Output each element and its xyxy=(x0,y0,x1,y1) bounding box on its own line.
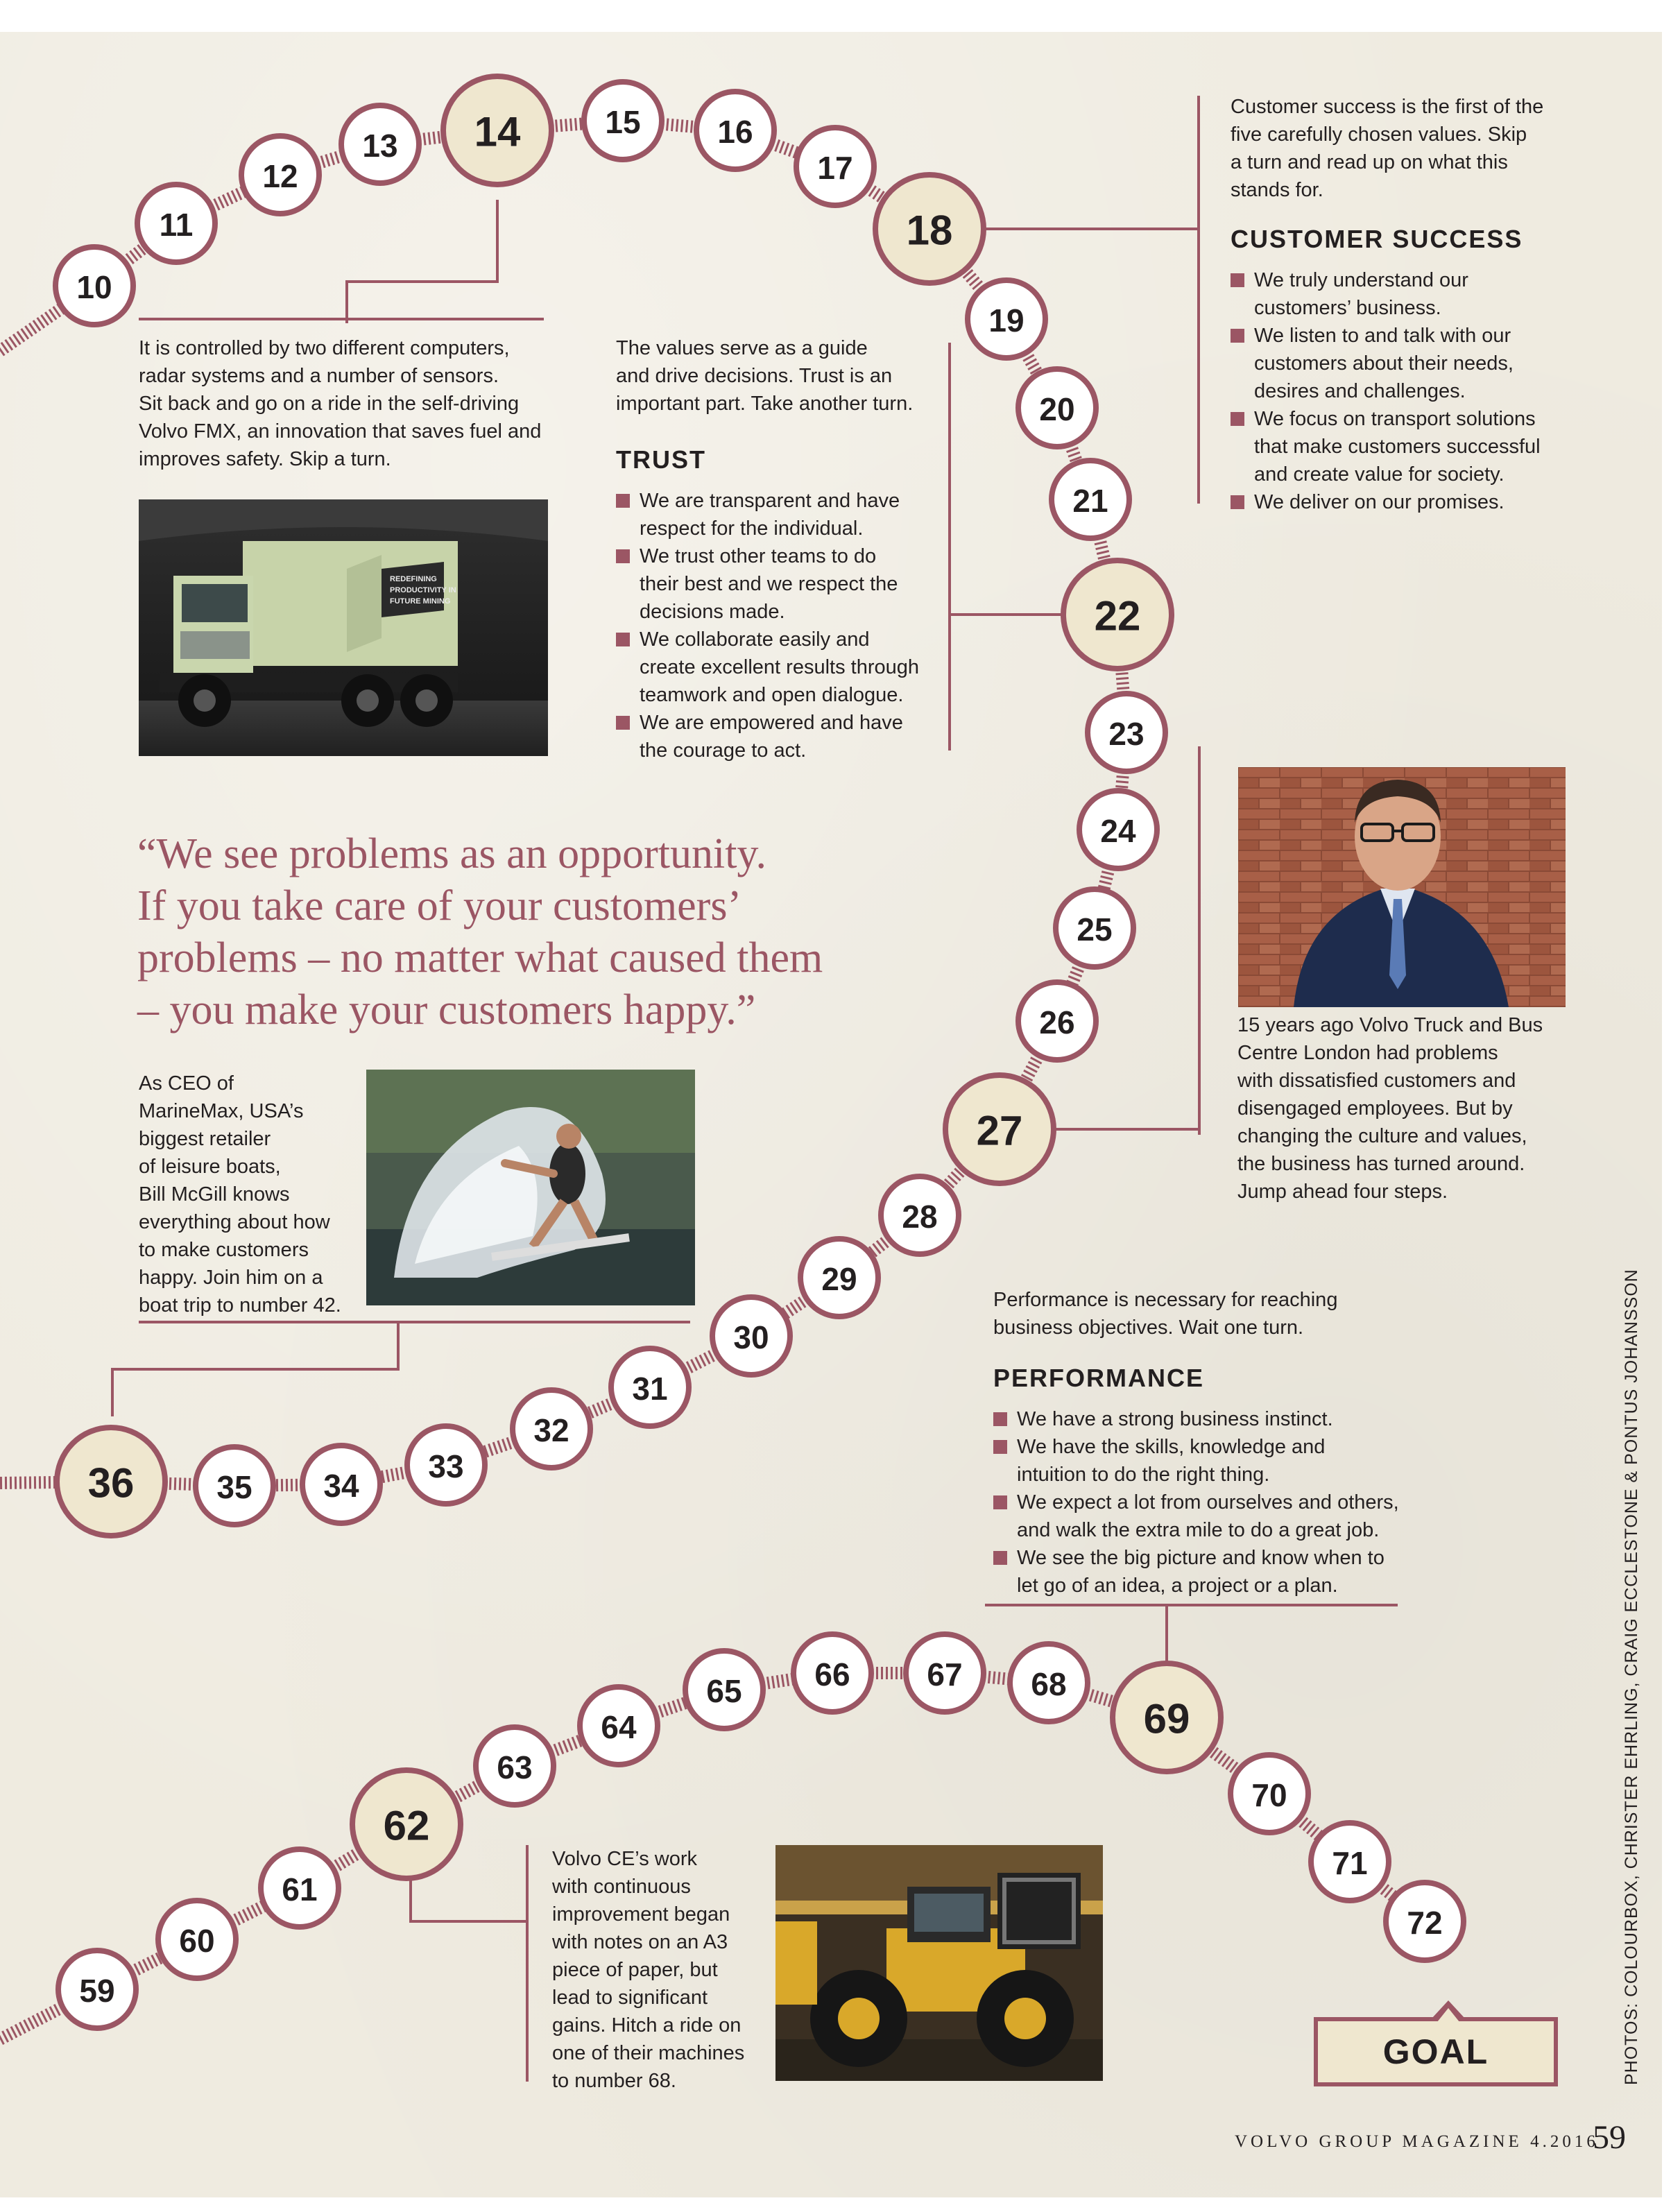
performance-item-line: We expect a lot from ourselves and others, xyxy=(1017,1491,1399,1514)
trust-item-line: We are transparent and have xyxy=(640,490,900,512)
customer-item-line: We listen to and talk with our xyxy=(1254,325,1511,347)
customer-item xyxy=(1231,488,1591,516)
trust-item xyxy=(616,626,942,709)
board-square-number: 23 xyxy=(1108,716,1145,752)
trust-intro-line: important part. Take another turn. xyxy=(616,393,914,415)
board-square-number: 64 xyxy=(601,1709,637,1745)
customer-item xyxy=(1231,266,1591,322)
goal-label: GOAL xyxy=(1382,2032,1489,2071)
board-square-21 xyxy=(1052,461,1129,538)
board-square-number: 66 xyxy=(814,1656,850,1692)
customer-item-line: and create value for society. xyxy=(1254,463,1505,486)
marinemax-line: boat trip to number 42. xyxy=(139,1294,341,1317)
quote-line: problems – no matter what caused them xyxy=(137,934,823,981)
performance-item-line: We have a strong business instinct. xyxy=(1017,1408,1333,1430)
marinemax-line: MarineMax, USA’s xyxy=(139,1100,304,1122)
board-square-number: 62 xyxy=(383,1802,430,1849)
marinemax-line: to make customers xyxy=(139,1239,309,1261)
board-square-number: 32 xyxy=(533,1412,569,1448)
board-square-14 xyxy=(443,76,551,185)
customer-intro-line: five carefully chosen values. Skip xyxy=(1231,123,1527,146)
magazine-page xyxy=(0,32,1662,2197)
performance-intro-line: Performance is necessary for reaching xyxy=(993,1289,1338,1311)
performance-list xyxy=(993,1405,1423,1600)
board-square-number: 24 xyxy=(1100,813,1136,849)
board-square-number: 30 xyxy=(733,1319,769,1355)
customer-heading: CUSTOMER SUCCESS xyxy=(1231,225,1523,253)
board-square-61 xyxy=(261,1849,338,1927)
board-square-30 xyxy=(712,1297,790,1375)
london-line: Jump ahead four steps. xyxy=(1237,1181,1448,1203)
board-square-number: 71 xyxy=(1332,1845,1368,1881)
trust-list xyxy=(616,487,942,764)
board-square-12 xyxy=(241,136,319,214)
performance-item xyxy=(993,1405,1423,1433)
board-square-number: 60 xyxy=(179,1923,215,1959)
board-square-number: 34 xyxy=(323,1468,359,1504)
fmx-line: Volvo FMX, an innovation that saves fuel and xyxy=(139,420,542,443)
london-line: with dissatisfied customers and xyxy=(1237,1070,1516,1092)
trust-item-line: their best and we respect the xyxy=(640,573,898,595)
board-square-64 xyxy=(580,1687,658,1765)
board-square-24 xyxy=(1079,791,1157,868)
truck-sign-line-3: FUTURE MINING xyxy=(390,597,451,606)
marinemax-line: everything about how xyxy=(139,1211,330,1233)
board-square-26 xyxy=(1018,982,1096,1060)
board-square-31 xyxy=(611,1348,689,1426)
board-square-number: 27 xyxy=(976,1107,1023,1154)
volvo-ce-line: to number 68. xyxy=(552,2070,676,2092)
board-square-16 xyxy=(696,92,774,169)
trust-item xyxy=(616,487,942,542)
board-square-23 xyxy=(1088,694,1165,771)
volvo-ce-line: Volvo CE’s work xyxy=(552,1848,697,1870)
customer-item-line: We truly understand our xyxy=(1254,269,1468,291)
trust-heading: TRUST xyxy=(616,445,706,474)
board-square-69 xyxy=(1113,1663,1221,1772)
london-line: disengaged employees. But by xyxy=(1237,1097,1513,1120)
board-square-63 xyxy=(476,1727,554,1805)
board-square-number: 70 xyxy=(1251,1777,1287,1813)
board-square-number: 69 xyxy=(1143,1695,1190,1742)
marinemax-line: happy. Join him on a xyxy=(139,1267,323,1289)
customer-intro-line: a turn and read up on what this xyxy=(1231,151,1508,173)
board-square-number: 28 xyxy=(902,1199,938,1235)
board-square-number: 11 xyxy=(159,207,194,243)
fmx-line: radar systems and a number of sensors. xyxy=(139,365,499,387)
trust-intro-line: and drive decisions. Trust is an xyxy=(616,365,893,387)
performance-item xyxy=(993,1489,1423,1544)
board-square-number: 10 xyxy=(76,269,112,305)
volvo-ce-line: lead to significant xyxy=(552,1987,708,2009)
trust-item-line: We are empowered and have xyxy=(640,712,903,734)
customer-item xyxy=(1231,322,1591,405)
customer-intro-line: Customer success is the first of the xyxy=(1231,96,1544,118)
board-square-13 xyxy=(341,105,419,183)
performance-item xyxy=(993,1433,1423,1489)
trust-item-line: respect for the individual. xyxy=(640,517,864,540)
london-line: Centre London had problems xyxy=(1237,1042,1498,1064)
trust-item-line: create excellent results through xyxy=(640,656,919,678)
customer-item-line: desires and challenges. xyxy=(1254,380,1466,402)
board-square-29 xyxy=(800,1239,878,1317)
board-square-number: 18 xyxy=(906,207,953,254)
board-square-number: 25 xyxy=(1077,911,1113,948)
board-square-22 xyxy=(1063,560,1172,669)
marinemax-line: biggest retailer xyxy=(139,1128,271,1150)
board-square-27 xyxy=(945,1075,1054,1183)
quote-line: – you make your customers happy.” xyxy=(137,986,756,1034)
london-line: 15 years ago Volvo Truck and Bus xyxy=(1237,1014,1543,1036)
board-square-36 xyxy=(57,1427,165,1536)
board-square-number: 12 xyxy=(262,158,298,194)
customer-intro xyxy=(1231,93,1591,204)
performance-heading: PERFORMANCE xyxy=(993,1364,1205,1392)
customer-item-line: customers’ business. xyxy=(1254,297,1441,319)
board-square-number: 21 xyxy=(1072,483,1108,519)
board-square-71 xyxy=(1311,1823,1389,1901)
board-square-number: 15 xyxy=(605,104,641,140)
performance-item-line: intuition to do the right thing. xyxy=(1017,1464,1270,1486)
performance-item-line: let go of an idea, a project or a plan. xyxy=(1017,1575,1338,1597)
customer-item-line: We deliver on our promises. xyxy=(1254,491,1505,513)
london-line: changing the culture and values, xyxy=(1237,1125,1527,1147)
board-square-62 xyxy=(352,1770,461,1878)
quote-line: “We see problems as an opportunity. xyxy=(137,830,766,877)
london-text xyxy=(1237,1011,1598,1206)
volvo-ce-line: with notes on an A3 xyxy=(552,1931,728,1953)
board-square-33 xyxy=(407,1426,485,1504)
fmx-line: improves safety. Skip a turn. xyxy=(139,448,391,470)
board-square-10 xyxy=(55,247,133,325)
london-line: the business has turned around. xyxy=(1237,1153,1525,1175)
marinemax-line: As CEO of xyxy=(139,1072,234,1095)
magazine-footer: VOLVO GROUP MAGAZINE 4.2016 xyxy=(1235,2132,1599,2151)
board-square-68 xyxy=(1010,1644,1088,1722)
customer-item-line: customers about their needs, xyxy=(1254,352,1514,375)
board-square-number: 68 xyxy=(1031,1666,1067,1702)
fmx-text xyxy=(139,334,555,473)
board-square-11 xyxy=(137,185,215,262)
truck-sign-line-1: REDEFINING xyxy=(390,575,437,583)
trust-item-line: We collaborate easily and xyxy=(640,628,870,651)
photo-credit: PHOTOS: COLOURBOX, CHRISTER EHRLING, CRAIG ECCLESTONE & PONTUS JOHANSSON xyxy=(1622,1269,1641,2085)
marinemax-text xyxy=(139,1070,361,1319)
performance-intro xyxy=(993,1286,1409,1341)
trust-item-line: decisions made. xyxy=(640,601,785,623)
board-square-number: 61 xyxy=(282,1871,318,1907)
volvo-ce-line: one of their machines xyxy=(552,2042,745,2064)
trust-item-line: the courage to act. xyxy=(640,739,807,762)
board-square-20 xyxy=(1018,369,1096,447)
board-square-number: 20 xyxy=(1039,391,1075,427)
customer-item-line: that make customers successful xyxy=(1254,436,1541,458)
board-square-number: 29 xyxy=(821,1261,857,1297)
volvo-ce-text xyxy=(552,1845,767,2095)
board-square-66 xyxy=(794,1634,871,1712)
trust-item xyxy=(616,709,942,764)
volvo-ce-line: gains. Hitch a ride on xyxy=(552,2014,742,2037)
board-square-34 xyxy=(302,1446,380,1523)
pull-quote xyxy=(137,828,970,1036)
marinemax-line: Bill McGill knows xyxy=(139,1183,290,1206)
board-square-number: 13 xyxy=(362,128,398,164)
board-square-25 xyxy=(1056,889,1133,967)
fmx-line: It is controlled by two different computers, xyxy=(139,337,510,359)
board-square-18 xyxy=(875,175,984,283)
board-square-59 xyxy=(58,1950,136,2028)
board-square-number: 16 xyxy=(717,114,753,150)
board-square-number: 72 xyxy=(1407,1905,1443,1941)
customer-item xyxy=(1231,405,1591,488)
trust-item-line: We trust other teams to do xyxy=(640,545,877,567)
marinemax-line: of leisure boats, xyxy=(139,1156,281,1178)
board-square-65 xyxy=(685,1651,763,1729)
truck-sign-line-2: PRODUCTIVITY IN xyxy=(390,586,456,594)
board-square-17 xyxy=(796,128,874,205)
trust-intro-line: The values serve as a guide xyxy=(616,337,868,359)
board-square-number: 65 xyxy=(706,1673,742,1709)
board-square-number: 36 xyxy=(87,1459,135,1507)
board-square-number: 63 xyxy=(497,1749,533,1785)
trust-intro xyxy=(616,334,942,418)
performance-item-line: and walk the extra mile to do a great job. xyxy=(1017,1519,1380,1541)
board-square-60 xyxy=(158,1901,236,1978)
board-square-number: 33 xyxy=(428,1448,464,1484)
board-square-67 xyxy=(906,1634,984,1712)
board-square-19 xyxy=(968,280,1045,358)
board-square-number: 59 xyxy=(79,1973,115,2009)
customer-intro-line: stands for. xyxy=(1231,179,1323,201)
volvo-ce-line: with continuous xyxy=(552,1876,691,1898)
performance-item-line: We see the big picture and know when to xyxy=(1017,1547,1385,1569)
board-square-number: 26 xyxy=(1039,1004,1075,1040)
performance-item-line: We have the skills, knowledge and xyxy=(1017,1436,1326,1458)
board-square-28 xyxy=(881,1176,959,1254)
performance-item xyxy=(993,1544,1423,1600)
volvo-ce-line: improvement began xyxy=(552,1903,730,1926)
board-square-number: 22 xyxy=(1094,592,1141,640)
performance-intro-line: business objectives. Wait one turn. xyxy=(993,1317,1304,1339)
board-square-72 xyxy=(1386,1883,1464,1960)
customer-item-line: We focus on transport solutions xyxy=(1254,408,1536,430)
board-square-number: 31 xyxy=(632,1371,668,1407)
goal-box xyxy=(1314,2017,1558,2086)
volvo-ce-line: piece of paper, but xyxy=(552,1959,718,1981)
board-square-number: 19 xyxy=(988,302,1025,338)
board-square-32 xyxy=(513,1390,590,1468)
quote-line: If you take care of your customers’ xyxy=(137,882,742,929)
page-number: 59 xyxy=(1593,2119,1626,2156)
board-square-70 xyxy=(1231,1755,1308,1833)
board-square-number: 67 xyxy=(927,1656,963,1692)
board-square-35 xyxy=(196,1447,273,1525)
board-square-number: 14 xyxy=(474,108,521,155)
board-square-number: 35 xyxy=(216,1469,252,1505)
trust-item xyxy=(616,542,942,626)
customer-list xyxy=(1231,266,1591,516)
board-square-15 xyxy=(584,82,662,160)
trust-item-line: teamwork and open dialogue. xyxy=(640,684,904,706)
fmx-line: Sit back and go on a ride in the self-driving xyxy=(139,393,520,415)
board-square-number: 17 xyxy=(817,150,853,186)
